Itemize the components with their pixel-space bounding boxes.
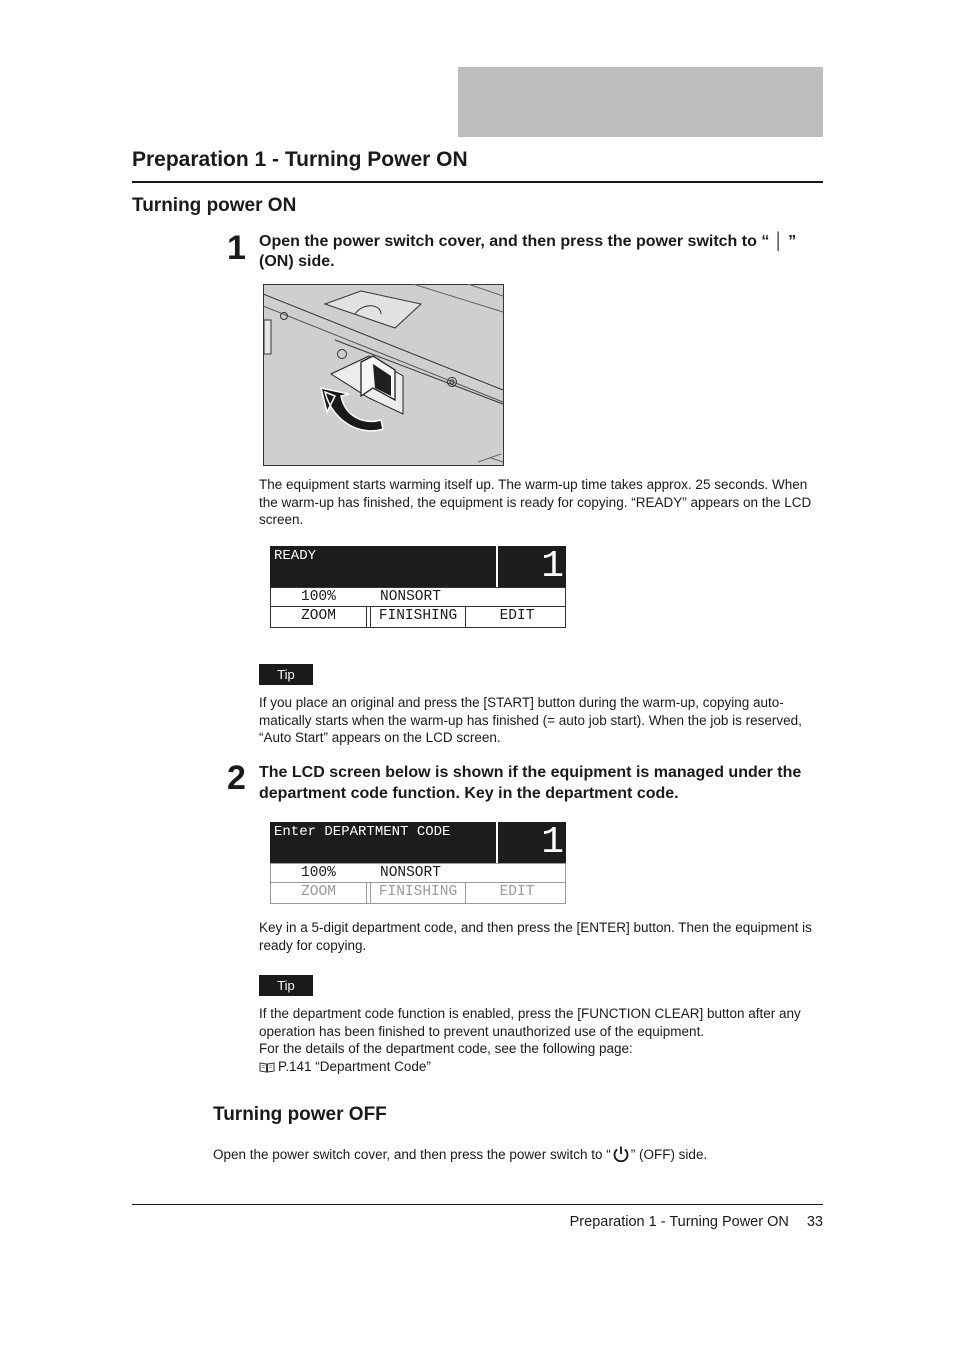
power-off-instruction (213, 1145, 707, 1166)
lcd-sort-value: NONSORT (380, 865, 441, 881)
lcd-zoom-value: 100% (301, 589, 336, 605)
lcd-edit-button: EDIT (499, 884, 535, 900)
step-1-instruction: Open the power switch cover, and then press the power switch to “ │ ” (ON) side. (259, 233, 797, 270)
footer (570, 1214, 823, 1230)
lcd-zoom-value: 100% (301, 865, 336, 881)
lcd-screen-ready (270, 546, 566, 628)
step-number-2: 2 (227, 759, 246, 797)
power-switch-illustration (263, 284, 504, 466)
lcd-copy-count: 1 (498, 546, 566, 587)
lcd-finishing-button[interactable]: FINISHING (370, 607, 466, 627)
page-number: 33 (806, 1214, 823, 1230)
section-heading-on: Turning power ON (132, 195, 297, 216)
power-off-text-end: ” (OFF) side. (630, 1147, 708, 1162)
footer-rule (132, 1204, 823, 1205)
footer-title: Preparation 1 - Turning Power ON (569, 1214, 789, 1230)
lcd-status-text: Enter DEPARTMENT CODE (270, 822, 496, 863)
book-icon (259, 1060, 275, 1078)
tip-label-1: Tip (259, 664, 313, 685)
tip-2-text (259, 1005, 824, 1078)
lcd-info-row (270, 863, 566, 883)
power-off-text-start: Open the power switch cover, and then press the power switch to “ (213, 1147, 611, 1162)
section-heading-off: Turning power OFF (213, 1104, 387, 1125)
lcd-info-row (270, 587, 566, 607)
tip-label-2: Tip (259, 975, 313, 996)
page-heading: Preparation 1 - Turning Power ON (132, 148, 468, 171)
step-2-description: Key in a 5-digit department code, and then press the [ENTER] button. Then the equipment is ready for copying. (259, 920, 812, 953)
lcd-button-row (270, 883, 566, 904)
tip-2-line-2: For the details of the department code, see the following page: (259, 1041, 633, 1057)
chapter-tab (458, 67, 823, 137)
step-2-instruction: The LCD screen below is shown if the equipment is managed under the department code function. Key in the department code. (259, 764, 802, 802)
lcd-finishing-button: FINISHING (370, 883, 466, 903)
power-standby-icon (612, 1145, 630, 1166)
lcd-edit-button[interactable]: EDIT (499, 608, 535, 624)
step-number-1: 1 (227, 229, 246, 267)
reference-link[interactable]: P.141 “Department Code” (278, 1059, 431, 1075)
tip-2-reference (259, 1058, 824, 1078)
lcd-screen-department-code (270, 822, 566, 904)
step-1-description: The equipment starts warming itself up. The warm-up time takes approx. 25 seconds. When the warm-up has finished, the equipment is ready for copying. “READY” appears on the LCD screen. (259, 477, 812, 528)
lcd-copy-count: 1 (498, 822, 566, 863)
tip-2-line-1: If the department code function is enabled, press the [FUNCTION CLEAR] button after any operation has been finished to prevent unauthorized use of the equipment. (259, 1006, 801, 1039)
lcd-button-row (270, 607, 566, 628)
lcd-status-text: READY (270, 546, 496, 587)
lcd-zoom-button[interactable]: ZOOM (271, 607, 367, 627)
lcd-zoom-button: ZOOM (271, 883, 367, 903)
heading-rule (132, 181, 823, 183)
tip-1-text: If you place an original and press the [START] button during the warm-up, copying auto-matically starts when the warm-up has finished (= auto job start). When the job is reserved, “Auto Start” appears on the LCD screen. (259, 695, 802, 746)
lcd-sort-value: NONSORT (380, 589, 441, 605)
